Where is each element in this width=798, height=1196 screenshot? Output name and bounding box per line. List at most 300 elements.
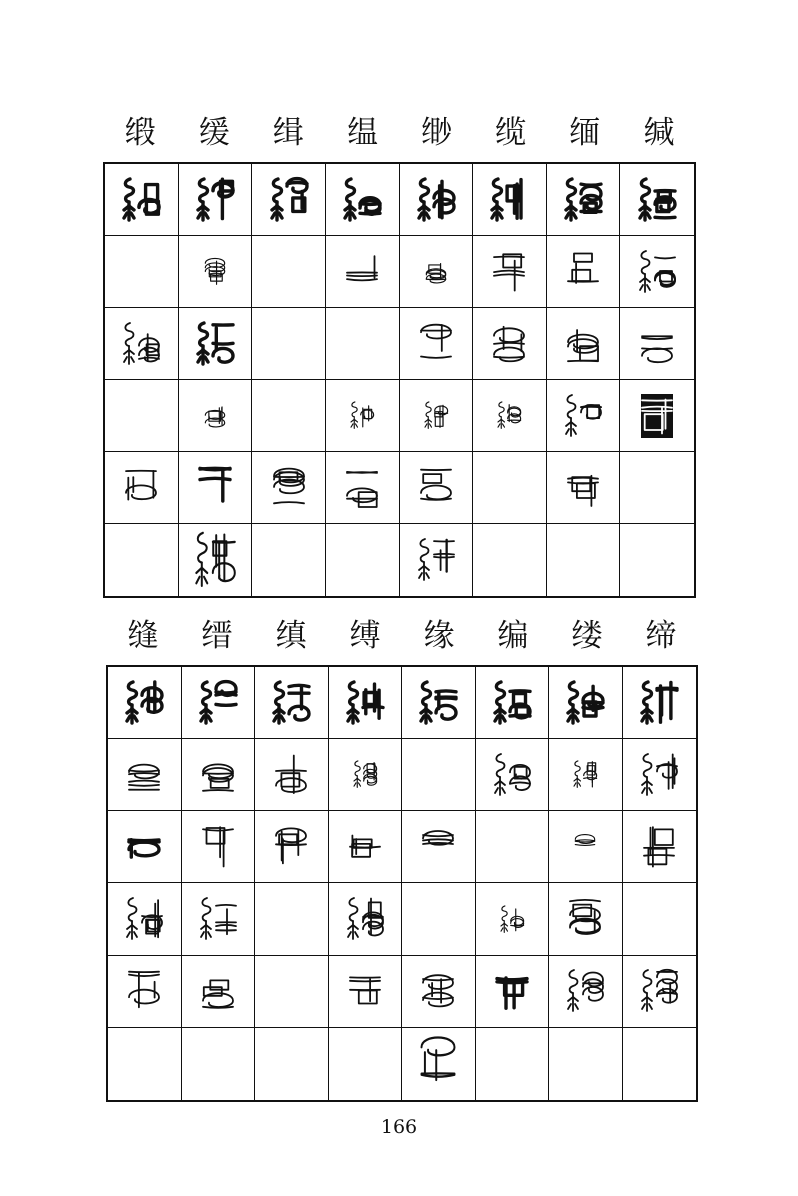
ancient-glyph	[492, 679, 532, 727]
ancient-glyph	[271, 751, 311, 799]
glyph-stroke	[655, 257, 675, 258]
glyph-stroke	[572, 269, 590, 280]
table-cell-glyph	[623, 667, 697, 739]
glyph-stroke	[436, 705, 456, 719]
column-header: 缆	[495, 115, 527, 151]
glyph-stroke	[421, 356, 451, 357]
ancient-glyph	[124, 823, 164, 871]
ancient-glyph	[565, 967, 605, 1015]
glyph-stroke	[573, 213, 576, 218]
glyph-stroke	[495, 716, 498, 721]
glyph-stroke	[129, 682, 137, 705]
ancient-glyph	[195, 464, 235, 512]
glyph-stroke	[510, 690, 530, 691]
glyph-stroke	[566, 213, 569, 218]
glyph-stroke	[282, 773, 300, 786]
glyph-stroke	[644, 855, 674, 856]
glyph-stroke	[421, 485, 451, 499]
ancient-glyph	[198, 895, 238, 943]
glyph-stroke	[131, 213, 134, 218]
ancient-glyph	[269, 464, 309, 512]
table-cell-glyph	[549, 667, 623, 739]
column-header: 缚	[349, 618, 381, 654]
glyph-stroke	[567, 179, 575, 202]
glyph-stroke	[348, 932, 351, 937]
glyph-stroke	[124, 213, 127, 218]
glyph-stroke	[198, 213, 201, 218]
table-cell-glyph	[620, 236, 694, 308]
table-cell-empty	[252, 524, 326, 596]
ancient-glyph	[499, 904, 525, 935]
glyph-stroke	[216, 905, 236, 906]
glyph-stroke	[576, 842, 595, 843]
glyph-stroke	[423, 474, 441, 483]
ancient-glyph	[416, 464, 456, 512]
glyph-stroke	[642, 716, 645, 721]
glyph-stroke	[126, 179, 134, 202]
glyph-stroke	[287, 178, 307, 192]
glyph-stroke	[426, 573, 429, 578]
table-cell-glyph	[400, 308, 474, 380]
column-header: 缄	[643, 115, 675, 151]
table-cell-empty	[476, 811, 550, 883]
glyph-stroke	[349, 682, 357, 705]
table-cell-glyph	[255, 667, 329, 739]
glyph-stroke	[281, 716, 284, 721]
table-cell-glyph	[329, 883, 403, 955]
glyph-stroke	[510, 916, 523, 925]
glyph-stroke	[289, 685, 309, 686]
table-cell-glyph	[179, 236, 253, 308]
glyph-stroke	[354, 783, 356, 786]
ancient-glyph	[563, 464, 603, 512]
glyph-stroke	[208, 716, 211, 721]
table-cell-glyph	[402, 956, 476, 1028]
glyph-stroke	[273, 179, 281, 202]
table-1-column-headers	[103, 113, 696, 153]
glyph-stroke	[494, 342, 524, 343]
table-cell-glyph	[182, 883, 256, 955]
glyph-stroke	[355, 761, 360, 776]
glyph-stroke	[205, 357, 208, 362]
table-cell-glyph	[108, 667, 182, 739]
ancient-glyph	[565, 895, 605, 943]
glyph-stroke	[423, 975, 453, 989]
ancient-glyph	[563, 176, 603, 224]
glyph-stroke	[423, 839, 453, 840]
column-header: 缅	[569, 115, 601, 151]
ancient-glyph	[345, 895, 385, 943]
table-cell-empty	[620, 452, 694, 524]
table-cell-glyph	[473, 164, 547, 236]
glyph-stroke	[131, 357, 134, 362]
glyph-stroke	[347, 179, 355, 202]
glyph-stroke	[576, 845, 595, 846]
table-cell-glyph	[400, 164, 474, 236]
glyph-stroke	[494, 274, 524, 275]
table-cell-glyph	[620, 380, 694, 452]
glyph-stroke	[289, 706, 309, 720]
glyph-stroke	[419, 573, 422, 578]
table-cell-glyph	[620, 164, 694, 236]
glyph-stroke	[347, 488, 377, 502]
table-cell-glyph	[108, 811, 182, 883]
glyph-stroke	[216, 704, 236, 705]
glyph-stroke	[575, 761, 580, 776]
glyph-stroke	[434, 554, 454, 555]
glyph-stroke	[642, 348, 672, 362]
glyph-stroke	[492, 213, 495, 218]
ancient-glyph	[193, 529, 237, 591]
table-cell-empty	[326, 308, 400, 380]
ancient-glyph	[489, 176, 529, 224]
ancient-glyph	[269, 176, 309, 224]
glyph-stroke	[129, 975, 159, 976]
glyph-stroke	[352, 213, 355, 218]
glyph-stroke	[216, 691, 236, 692]
glyph-stroke	[422, 1037, 455, 1055]
ancient-glyph	[202, 256, 228, 287]
column-header: 缙	[201, 618, 233, 654]
glyph-stroke	[213, 348, 233, 362]
ancient-glyph	[349, 400, 375, 431]
glyph-stroke	[198, 533, 207, 563]
ancient-glyph	[271, 823, 311, 871]
glyph-table-2	[106, 665, 698, 1102]
glyph-stroke	[274, 716, 277, 721]
ancient-glyph	[489, 248, 529, 296]
glyph-stroke	[642, 1004, 645, 1009]
glyph-stroke	[583, 987, 603, 1001]
ancient-glyph	[345, 967, 385, 1015]
glyph-stroke	[203, 790, 233, 791]
ancient-glyph	[416, 320, 456, 368]
table-cell-glyph	[547, 380, 621, 452]
glyph-stroke	[570, 970, 578, 993]
glyph-stroke	[642, 251, 650, 274]
glyph-stroke	[494, 270, 524, 271]
glyph-stroke	[352, 844, 370, 857]
glyph-stroke	[436, 698, 456, 699]
table-cell-empty	[255, 956, 329, 1028]
glyph-stroke	[501, 927, 503, 930]
glyph-stroke	[134, 932, 137, 937]
glyph-stroke	[199, 179, 207, 202]
glyph-stroke	[421, 324, 451, 338]
table-cell-empty	[252, 380, 326, 452]
ancient-glyph	[639, 823, 679, 871]
glyph-stroke	[203, 764, 233, 778]
table-cell-empty	[547, 524, 621, 596]
ancient-glyph	[639, 967, 679, 1015]
table-cell-glyph	[182, 739, 256, 811]
glyph-stroke	[640, 213, 643, 218]
ancient-glyph	[637, 176, 677, 224]
table-cell-glyph	[549, 956, 623, 1028]
table-cell-glyph	[108, 956, 182, 1028]
ancient-glyph	[124, 895, 164, 943]
ancient-glyph	[637, 320, 677, 368]
table-cell-glyph	[402, 811, 476, 883]
glyph-stroke	[134, 716, 137, 721]
glyph-stroke	[205, 213, 208, 218]
glyph-stroke	[494, 347, 524, 361]
table-cell-glyph	[326, 380, 400, 452]
glyph-stroke	[649, 788, 652, 793]
table-cell-empty	[473, 524, 547, 596]
table-cell-glyph	[620, 308, 694, 380]
table-cell-empty	[549, 1028, 623, 1100]
glyph-stroke	[510, 782, 530, 783]
ancient-glyph	[195, 320, 235, 368]
table-cell-glyph	[326, 236, 400, 308]
ancient-glyph	[572, 831, 598, 862]
ancient-glyph	[496, 400, 522, 431]
glyph-stroke	[584, 778, 597, 779]
column-header: 缉	[272, 115, 304, 151]
ancient-glyph	[198, 679, 238, 727]
table-cell-glyph	[547, 452, 621, 524]
ancient-glyph	[124, 751, 164, 799]
glyph-stroke	[355, 716, 358, 721]
glyph-stroke	[420, 179, 428, 202]
glyph-stroke	[348, 716, 351, 721]
glyph-stroke	[426, 213, 429, 218]
glyph-stroke	[497, 979, 527, 980]
glyph-stroke	[279, 213, 282, 218]
glyph-stroke	[575, 1004, 578, 1009]
glyph-stroke	[129, 842, 159, 856]
glyph-stroke	[499, 402, 504, 417]
table-cell-empty	[182, 1028, 256, 1100]
table-cell-glyph	[326, 452, 400, 524]
glyph-stroke	[642, 788, 645, 793]
glyph-stroke	[567, 395, 575, 418]
glyph-stroke	[204, 577, 207, 583]
glyph-stroke	[649, 1004, 652, 1009]
ancient-glyph	[345, 679, 385, 727]
glyph-stroke	[425, 424, 427, 427]
glyph-stroke	[423, 835, 453, 836]
glyph-stroke	[655, 217, 675, 218]
glyph-stroke	[423, 998, 453, 999]
glyph-stroke	[494, 356, 524, 357]
glyph-stroke	[349, 898, 357, 921]
ancient-glyph	[124, 679, 164, 727]
glyph-stroke	[208, 932, 211, 937]
glyph-stroke	[127, 932, 130, 937]
ancient-glyph	[418, 679, 458, 727]
glyph-stroke	[516, 706, 528, 715]
glyph-stroke	[202, 898, 210, 921]
glyph-stroke	[496, 754, 504, 777]
table-cell-glyph	[105, 164, 179, 236]
glyph-stroke	[502, 906, 507, 921]
ancient-glyph	[195, 176, 235, 224]
glyph-stroke	[204, 987, 222, 996]
table-cell-empty	[252, 308, 326, 380]
table-cell-empty	[108, 1028, 182, 1100]
table-cell-glyph	[105, 308, 179, 380]
table-cell-empty	[255, 1028, 329, 1100]
table-cell-glyph	[329, 811, 403, 883]
glyph-stroke	[129, 898, 137, 921]
glyph-stroke	[583, 707, 603, 708]
ancient-glyph	[342, 248, 382, 296]
glyph-stroke	[499, 213, 502, 218]
table-cell-glyph	[329, 739, 403, 811]
table-cell-glyph	[400, 452, 474, 524]
glyph-stroke	[647, 285, 650, 290]
table-cell-glyph	[179, 164, 253, 236]
glyph-stroke	[276, 828, 306, 842]
glyph-stroke	[210, 981, 228, 990]
glyph-stroke	[570, 900, 600, 901]
table-cell-glyph	[549, 739, 623, 811]
glyph-stroke	[358, 783, 360, 786]
glyph-stroke	[129, 780, 159, 781]
glyph-stroke	[419, 213, 422, 218]
table-cell-glyph	[329, 667, 403, 739]
table-cell-glyph	[623, 739, 697, 811]
table-cell-glyph	[473, 380, 547, 452]
glyph-stroke	[429, 424, 431, 427]
column-header: 编	[497, 618, 529, 654]
glyph-stroke	[502, 788, 505, 793]
glyph-stroke	[359, 991, 377, 1004]
ancient-glyph	[639, 679, 679, 727]
glyph-stroke	[201, 716, 204, 721]
ancient-glyph	[416, 176, 456, 224]
glyph-stroke	[573, 429, 576, 434]
column-header: 缝	[127, 618, 159, 654]
ancient-glyph	[121, 464, 161, 512]
table-cell-empty	[255, 883, 329, 955]
glyph-stroke	[570, 682, 578, 705]
glyph-stroke	[129, 770, 159, 771]
glyph-stroke	[495, 788, 498, 793]
ancient-glyph	[489, 320, 529, 368]
column-header: 缜	[275, 618, 307, 654]
table-cell-glyph	[402, 667, 476, 739]
ancient-glyph	[639, 751, 679, 799]
glyph-stroke	[126, 485, 156, 499]
ancient-glyph	[637, 392, 677, 440]
glyph-stroke	[574, 253, 592, 261]
glyph-stroke	[422, 1075, 455, 1077]
glyph-stroke	[497, 982, 527, 983]
glyph-stroke	[575, 716, 578, 721]
glyph-stroke	[276, 770, 306, 771]
glyph-stroke	[203, 829, 233, 830]
table-cell-glyph	[402, 1028, 476, 1100]
table-cell-glyph	[108, 739, 182, 811]
ancient-glyph	[124, 967, 164, 1015]
table-cell-empty	[105, 380, 179, 452]
table-cell-glyph	[179, 524, 253, 596]
table-cell-glyph	[547, 236, 621, 308]
glyph-stroke	[196, 577, 199, 583]
ancient-glyph	[345, 823, 385, 871]
ancient-glyph	[121, 320, 161, 368]
table-cell-glyph	[476, 956, 550, 1028]
ancient-glyph	[423, 400, 449, 431]
glyph-stroke	[124, 357, 127, 362]
table-cell-glyph	[179, 452, 253, 524]
glyph-stroke	[423, 682, 431, 705]
ancient-glyph	[202, 400, 228, 431]
table-cell-glyph	[252, 164, 326, 236]
glyph-stroke	[198, 357, 201, 362]
column-header: 缓	[198, 115, 230, 151]
glyph-stroke	[426, 402, 431, 417]
table-cell-glyph	[326, 164, 400, 236]
ancient-glyph	[416, 1033, 460, 1095]
ancient-glyph	[565, 679, 605, 727]
table-cell-glyph	[473, 236, 547, 308]
ancient-glyph	[563, 392, 603, 440]
glyph-stroke	[276, 844, 306, 845]
table-cell-glyph	[623, 811, 697, 883]
glyph-stroke	[573, 905, 591, 917]
glyph-stroke	[420, 539, 428, 562]
table-cell-glyph	[547, 164, 621, 236]
glyph-stroke	[505, 927, 507, 930]
glyph-stroke	[657, 993, 677, 994]
table-cell-empty	[623, 1028, 697, 1100]
glyph-stroke	[642, 179, 650, 202]
table-cell-empty	[620, 524, 694, 596]
table-cell-empty	[105, 236, 179, 308]
ancient-glyph	[563, 320, 603, 368]
glyph-stroke	[579, 783, 581, 786]
column-header: 缎	[124, 115, 156, 151]
glyph-stroke	[498, 424, 500, 427]
ancient-glyph	[492, 967, 532, 1015]
glyph-stroke	[494, 179, 502, 202]
ancient-glyph	[423, 256, 449, 287]
column-header: 缔	[645, 618, 677, 654]
glyph-stroke	[276, 682, 284, 705]
table-cell-empty	[326, 524, 400, 596]
glyph-stroke	[272, 213, 275, 218]
ancient-glyph	[198, 967, 238, 1015]
glyph-stroke	[350, 981, 380, 982]
glyph-stroke	[216, 925, 236, 926]
glyph-stroke	[428, 716, 431, 721]
ancient-glyph	[271, 679, 311, 727]
glyph-stroke	[649, 716, 652, 721]
glyph-stroke	[352, 402, 357, 417]
table-cell-empty	[252, 236, 326, 308]
table-cell-glyph	[179, 380, 253, 452]
glyph-stroke	[644, 970, 652, 993]
glyph-stroke	[126, 323, 134, 346]
table-cell-glyph	[255, 811, 329, 883]
ancient-glyph	[418, 967, 458, 1015]
table-cell-glyph	[179, 308, 253, 380]
table-cell-glyph	[473, 308, 547, 380]
table-cell-glyph	[549, 883, 623, 955]
glyph-stroke	[655, 829, 673, 845]
table-cell-empty	[623, 883, 697, 955]
glyph-stroke	[213, 343, 233, 344]
table-cell-empty	[105, 524, 179, 596]
column-header: 缕	[571, 618, 603, 654]
glyph-stroke	[494, 256, 524, 257]
glyph-stroke	[203, 1007, 233, 1008]
column-header: 缊	[346, 115, 378, 151]
